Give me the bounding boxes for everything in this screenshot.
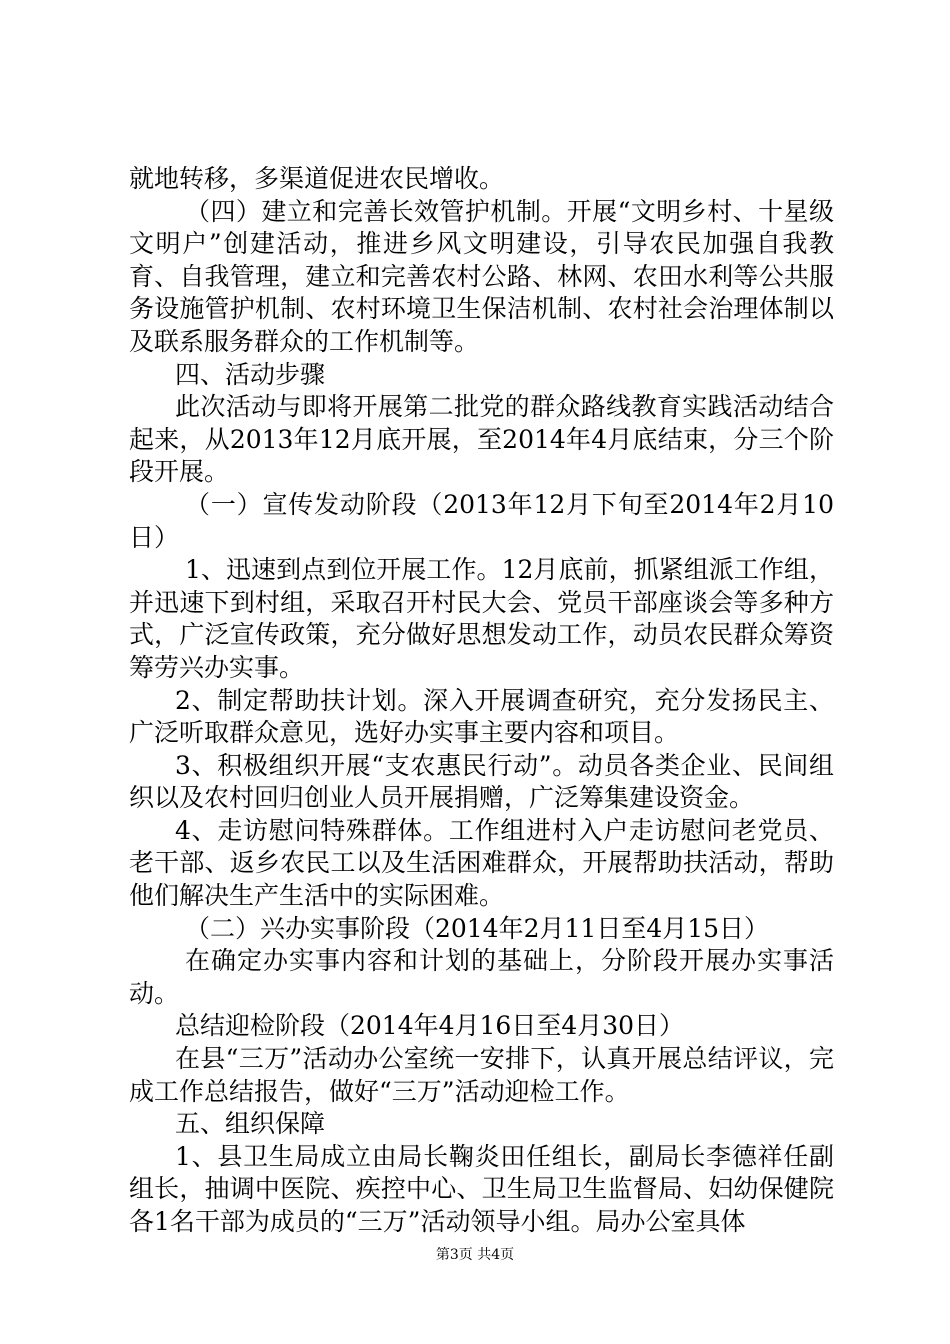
paragraph-step-3: 3、积极组织开展“支农惠民行动”。动员各类企业、民间组织以及农村回归创业人员开展捐赠，广泛筹集建设资金。 <box>129 750 834 813</box>
heading-organization: 五、组织保障 <box>175 1109 326 1139</box>
paragraph-stage-3-body: 在县“三万”活动办公室统一安排下，认真开展总结评议，完成工作总结报告，做好“三万”活动迎检工作。 <box>129 1044 834 1106</box>
paragraph-organization-1: 1、县卫生局成立由局长鞠炎田任组长，副局长李德祥任副组长，抽调中医院、疾控中心、卫生局卫生监督局、妇幼保健院各1名干部为成员的“三万”活动领导小组。局办公室具体 <box>129 1141 834 1236</box>
paragraph-section-4-maintenance: （四）建立和完善长效管护机制。开展“文明乡村、十星级文明户”创建活动，推进乡风文明建设，引导农民加强自我教育、自我管理，建立和完善农村公路、林网、农田水利等公共服务设施管护机制、农村环境卫生保洁机制、农村社会治理体制以及联系服务群众的工作机制等。 <box>129 196 834 356</box>
paragraph-step-2: 2、制定帮助扶计划。深入开展调查研究，充分发扬民主、广泛听取群众意见，选好办实事主要内容和项目。 <box>129 685 834 748</box>
heading-stage-2: （二）兴办实事阶段（2014年2月11日至4月15日） <box>185 913 770 943</box>
heading-stage-1: （一）宣传发动阶段（2013年12月下旬至2014年2月10日） <box>129 489 834 552</box>
paragraph-stage-2-body: 在确定办实事内容和计划的基础上，分阶段开展办实事活动。 <box>129 946 834 1008</box>
document-body <box>129 163 834 1239</box>
page-number-footer: 第3页 共4页 <box>435 1247 515 1263</box>
heading-stage-3: 总结迎检阶段（2014年4月16日至4月30日） <box>175 1011 685 1041</box>
paragraph-step-4: 4、走访慰问特殊群体。工作组进村入户走访慰问老党员、老干部、返乡农民工以及生活困难群众，开展帮助扶活动，帮助他们解决生产生活中的实际困难。 <box>129 815 834 911</box>
paragraph-step-1: 1、迅速到点到位开展工作。12月底前，抓紧组派工作组，并迅速下到村组，采取召开村民大会、党员干部座谈会等多种方式，广泛宣传政策，充分做好思想发动工作，动员农民群众筹资筹劳兴办实事。 <box>129 555 834 682</box>
paragraph-continuation: 就地转移，多渠道促进农民增收。 <box>129 164 505 193</box>
paragraph-activity-intro: 此次活动与即将开展第二批党的群众路线教育实践活动结合起来，从2013年12月底开展，至2014年4月底结束，分三个阶段开展。 <box>129 392 834 487</box>
heading-activity-steps: 四、活动步骤 <box>175 359 326 389</box>
